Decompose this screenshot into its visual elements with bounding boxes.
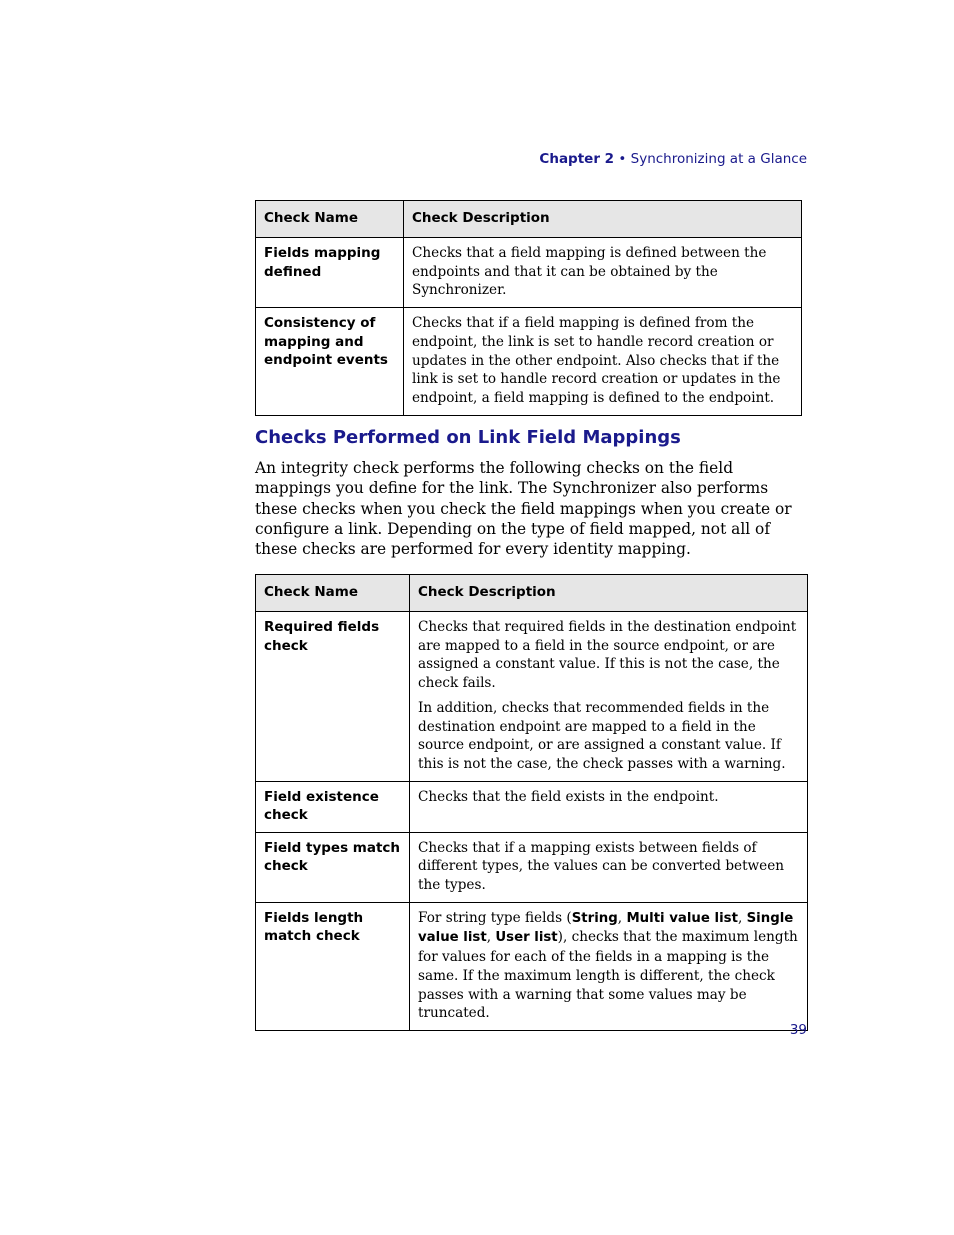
table-header-row bbox=[256, 201, 802, 238]
type-separator: , bbox=[486, 929, 496, 946]
check-name-cell: Field existence check bbox=[256, 781, 410, 832]
check-name-cell: Field types match check bbox=[256, 832, 410, 902]
check-description-cell: Checks that if a field mapping is defined from the endpoint, the link is set to handle record creation or updates in the other endpoint. Also checks that if the link is set to handle record creation or updates in the endpoint, a field mapping is defined to the endpoint. bbox=[404, 308, 802, 416]
check-description-cell: Checks that the field exists in the endpoint. bbox=[410, 781, 808, 832]
table-row bbox=[256, 902, 808, 1030]
chapter-label: Chapter 2 bbox=[539, 151, 615, 167]
column-header-check-description: Check Description bbox=[404, 201, 802, 238]
check-name-cell: Required fields check bbox=[256, 612, 410, 782]
field-type-user-list: User list bbox=[495, 930, 558, 946]
chapter-title: Synchronizing at a Glance bbox=[630, 151, 807, 167]
field-mapping-checks-table bbox=[255, 574, 808, 1031]
table-row bbox=[256, 238, 802, 308]
type-separator: , bbox=[737, 909, 747, 926]
section-intro-paragraph: An integrity check performs the following checks on the field mappings you define for the link. The Synchronizer also performs these checks when you check the field mappings when you create or configure a link. Depending on the type of field mapped, not all of these checks are performed for every identity mapping. bbox=[255, 459, 792, 559]
section-heading: Checks Performed on Link Field Mappings bbox=[255, 427, 681, 448]
page-number: 39 bbox=[789, 1022, 807, 1038]
description-paragraph: Checks that required fields in the destination endpoint are mapped to a field in the source endpoint, or are assigned a constant value. If this is not the case, the check fails. bbox=[418, 619, 797, 692]
column-header-check-name: Check Name bbox=[256, 575, 410, 612]
description-text: ), checks that the maximum length for values for each of the fields in a mapping is the same. If the maximum length is different, the check passes with a warning that some values may be truncated. bbox=[418, 929, 798, 1022]
check-description-cell bbox=[410, 902, 808, 1030]
description-text: For string type fields ( bbox=[418, 909, 572, 926]
field-type-single-value-list: Single value list bbox=[418, 910, 794, 946]
check-description-cell bbox=[410, 612, 808, 782]
check-name-cell: Fields length match check bbox=[256, 902, 410, 1030]
column-header-check-name: Check Name bbox=[256, 201, 404, 238]
table-row bbox=[256, 612, 808, 782]
check-description-cell: Checks that a field mapping is defined between the endpoints and that it can be obtained by the Synchronizer. bbox=[404, 238, 802, 308]
check-description-cell: Checks that if a mapping exists between fields of different types, the values can be converted between the types. bbox=[410, 832, 808, 902]
table-row bbox=[256, 832, 808, 902]
description-paragraph: In addition, checks that recommended fields in the destination endpoint are mapped to a field in the source endpoint, or are assigned a constant value. If this is not the case, the check passes with a warning. bbox=[418, 699, 786, 772]
header-separator: • bbox=[618, 151, 627, 167]
table-row bbox=[256, 781, 808, 832]
table-row bbox=[256, 308, 802, 416]
field-type-string: String bbox=[571, 910, 618, 926]
column-header-check-description: Check Description bbox=[410, 575, 808, 612]
type-separator: , bbox=[617, 909, 627, 926]
check-name-cell: Fields mapping defined bbox=[256, 238, 404, 308]
endpoint-checks-table bbox=[255, 200, 802, 416]
check-name-cell: Consistency of mapping and endpoint events bbox=[256, 308, 404, 416]
table-header-row bbox=[256, 575, 808, 612]
running-header bbox=[539, 151, 807, 167]
field-type-multi-value-list: Multi value list bbox=[626, 910, 738, 926]
